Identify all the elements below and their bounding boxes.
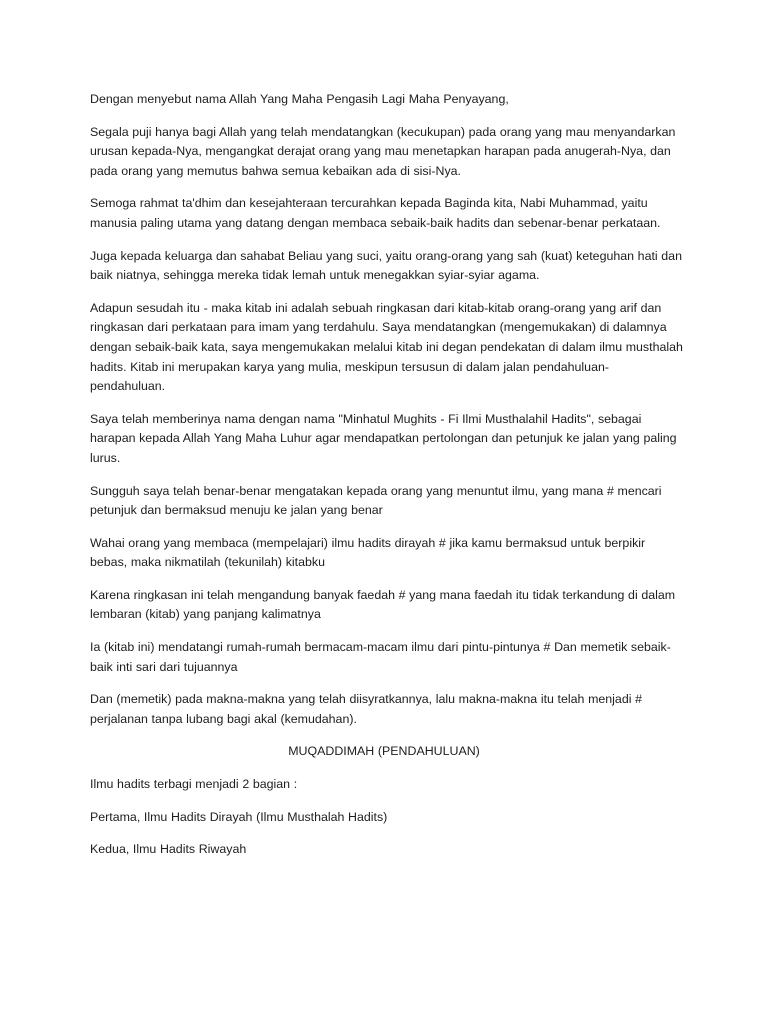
paragraph-praise: Segala puji hanya bagi Allah yang telah mendatangkan (kecukupan) pada orang yang mau menyandarkan urusan kepada-Nya, mengangkat derajat orang yang mau menetapkan harapan pada anugerah-Nya, dan pada orang yang memutus bahwa semua kebaikan ada di sisi-Nya. <box>90 124 676 178</box>
paragraph-salutation: Semoga rahmat ta'dhim dan kesejahteraan tercurahkan kepada Baginda kita, Nabi Muhammad, yaitu manusia paling utama yang datang dengan membaca sebaik-baik hadits dan sebenar-benar perkataan. <box>90 196 661 230</box>
paragraph-verse-1: Sungguh saya telah benar-benar mengatakan kepada orang yang menuntut ilmu, yang mana # mencari petunjuk dan bermaksud menuju ke jalan yang benar <box>90 483 662 518</box>
paragraph-verse-3: Karena ringkasan ini telah mengandung banyak faedah # yang mana faedah itu tidak terkandung di dalam lembaran (kitab) yang panjang kalimatnya <box>90 587 676 622</box>
paragraph-summary: Adapun sesudah itu - maka kitab ini adalah sebuah ringkasan dari kitab-kitab orang-orang yang arif dan ringkasan dari perkataan para imam yang terdahulu. Saya mendatangkan (mengemukakan) di dalamnya dengan sebaik-baik kata, saya mengemukakan melalui kitab ini degan pendekatan di dalam ilmu musthalah hadits. Kitab ini merupakan karya yang mulia, meskipun tersusun di dalam jalan pendahuluan-pendahuluan. <box>90 300 683 394</box>
paragraph-verse-2: Wahai orang yang membaca (mempelajari) ilmu hadits dirayah # jika kamu bermaksud untuk berpikir bebas, maka nikmatilah (tekunilah) kitabku <box>90 535 646 570</box>
paragraph-opening: Dengan menyebut nama Allah Yang Maha Pengasih Lagi Maha Penyayang, <box>90 92 509 106</box>
list-item-second: Kedua, Ilmu Hadits Riwayah <box>90 842 247 857</box>
section-heading: MUQADDIMAH (PENDAHULUAN) <box>288 744 480 759</box>
paragraph-verse-5: Dan (memetik) pada makna-makna yang telah diisyratkannya, lalu makna-makna itu telah menjadi # perjalanan tanpa lubang bagi akal (kemudahan). <box>90 692 642 726</box>
paragraph-verse-4: Ia (kitab ini) mendatangi rumah-rumah bermacam-macam ilmu dari pintu-pintunya # Dan memetik sebaik-baik inti sari dari tujuannya <box>90 640 671 674</box>
paragraph-division-intro: Ilmu hadits terbagi menjadi 2 bagian : <box>90 777 298 792</box>
paragraph-family: Juga kepada keluarga dan sahabat Beliau yang suci, yaitu orang-orang yang sah (kuat) keteguhan hati dan baik niatnya, sehingga mereka tidak lemah untuk menegakkan syiar-syiar agama. <box>90 248 682 283</box>
paragraph-title-naming: Saya telah memberinya nama dengan nama "Minhatul Mughits - Fi Ilmi Musthalahil Hadits", sebagai harapan kepada Allah Yang Maha Luhur agar mendapatkan pertolongan dan petunjuk ke jalan yang paling lurus. <box>90 411 677 465</box>
list-item-first: Pertama, Ilmu Hadits Dirayah (Ilmu Musthalah Hadits) <box>90 809 388 824</box>
